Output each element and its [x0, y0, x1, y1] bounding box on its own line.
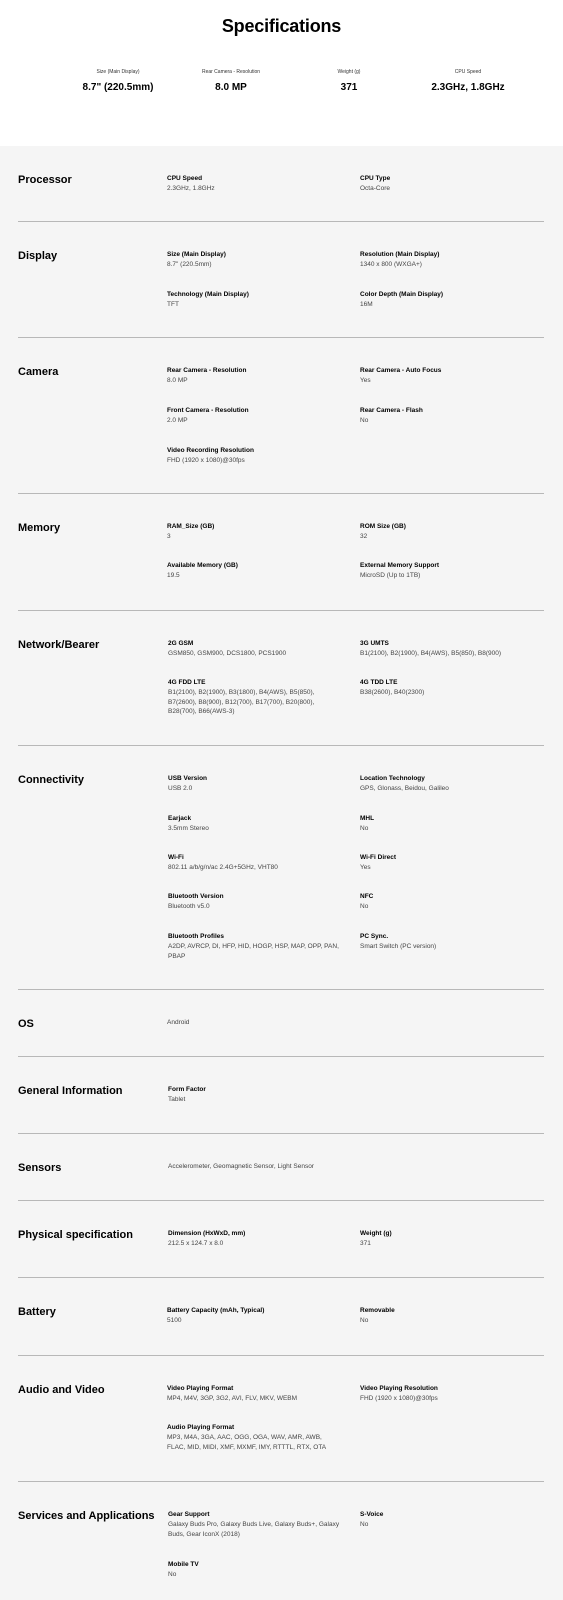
section-os — [18, 990, 544, 1057]
spec-value: No — [168, 1571, 177, 1578]
key-spec-label: Rear Camera - Resolution — [201, 69, 261, 75]
spec-item — [167, 1423, 342, 1452]
key-spec-value: 8.0 MP — [215, 82, 247, 93]
spec-value: B38(2600), B40(2300) — [360, 689, 425, 696]
spec-label: CPU Speed — [167, 175, 203, 182]
spec-label: Dimension (HxWxD, mm) — [168, 1230, 246, 1237]
spec-value: 371 — [360, 1240, 371, 1247]
section-network-bearer — [18, 611, 544, 746]
spec-value: Bluetooth v5.0 — [168, 903, 210, 910]
section-title: Connectivity — [18, 774, 85, 786]
spec-value: Android — [167, 1019, 190, 1026]
spec-label: Available Memory (GB) — [167, 562, 238, 569]
spec-value: 2.3GHz, 1.8GHz — [167, 185, 215, 192]
spec-label: 4G TDD LTE — [360, 679, 398, 686]
spec-value: 212.5 x 124.7 x 8.0 — [168, 1240, 224, 1247]
section-title: Audio and Video — [18, 1384, 105, 1396]
spec-label: Audio Playing Format — [167, 1424, 235, 1431]
spec-item — [168, 814, 343, 834]
spec-value: MicroSD (Up to 1TB) — [360, 572, 421, 579]
section-camera — [18, 338, 544, 494]
spec-item — [360, 1306, 535, 1326]
spec-label: Removable — [360, 1307, 395, 1314]
section-connectivity — [18, 746, 544, 990]
spec-item — [360, 174, 535, 194]
spec-value: 3 — [167, 533, 171, 540]
spec-item — [168, 678, 343, 717]
spec-label: Earjack — [168, 815, 192, 822]
section-title: Network/Bearer — [18, 639, 100, 651]
spec-label: RAM_Size (GB) — [167, 523, 215, 530]
spec-value: No — [360, 1521, 369, 1528]
spec-value: USB 2.0 — [168, 785, 193, 792]
spec-item — [168, 1510, 343, 1539]
spec-label: Wi-Fi — [168, 854, 184, 861]
key-spec-value: 8.7" (220.5mm) — [82, 82, 154, 93]
spec-value: 3.5mm Stereo — [168, 825, 209, 832]
spec-item — [168, 1229, 343, 1249]
spec-item — [360, 814, 535, 834]
spec-value: FHD (1920 x 1080)@30fps — [360, 1395, 438, 1402]
key-spec-value: 371 — [340, 82, 358, 93]
section-services-and-applications — [18, 1482, 544, 1600]
spec-item — [360, 1384, 535, 1404]
spec-item — [360, 561, 535, 581]
spec-label: Size (Main Display) — [167, 251, 226, 258]
key-spec-label: CPU Speed — [454, 69, 482, 75]
spec-item — [168, 853, 343, 873]
specs-header — [0, 0, 563, 146]
spec-value: B1(2100), B2(1900), B4(AWS), B5(850), B8(900) — [360, 650, 502, 657]
section-physical-specification — [18, 1201, 544, 1278]
spec-item — [360, 932, 535, 952]
spec-item — [167, 1306, 342, 1326]
spec-item — [168, 774, 343, 794]
spec-value: TFT — [167, 301, 179, 308]
spec-value: 19.5 — [167, 572, 180, 579]
spec-item — [167, 446, 342, 466]
key-spec-weight — [289, 68, 409, 93]
spec-item — [360, 1510, 535, 1530]
spec-label: NFC — [360, 893, 374, 900]
spec-value: MP4, M4V, 3GP, 3G2, AVI, FLV, MKV, WEBM — [167, 1395, 298, 1402]
section-title: Battery — [18, 1306, 56, 1318]
spec-value: Accelerometer, Geomagnetic Sensor, Light Sensor — [168, 1163, 314, 1170]
spec-item — [168, 1560, 343, 1580]
spec-label: Wi-Fi Direct — [360, 854, 397, 861]
spec-label: Technology (Main Display) — [167, 291, 249, 298]
spec-item — [360, 678, 535, 698]
spec-item — [167, 1384, 342, 1404]
spec-value: No — [360, 417, 369, 424]
section-title: General Information — [18, 1085, 123, 1097]
spec-label: Weight (g) — [360, 1230, 392, 1237]
spec-label: USB Version — [168, 775, 208, 782]
section-sensors — [18, 1134, 544, 1201]
spec-item — [360, 290, 535, 310]
section-title: Services and Applications — [18, 1510, 155, 1522]
key-spec-display-size — [58, 68, 178, 93]
spec-value: No — [360, 825, 369, 832]
spec-item — [167, 522, 342, 542]
spec-value: A2DP, AVRCP, DI, HFP, HID, HOGP, HSP, MAP, OPP, PAN, PBAP — [168, 943, 339, 960]
spec-item — [360, 1229, 535, 1249]
spec-value: No — [360, 1317, 369, 1324]
spec-label: 2G GSM — [168, 640, 194, 647]
key-spec-value: 2.3GHz, 1.8GHz — [431, 82, 505, 93]
spec-label: Video Playing Format — [167, 1385, 234, 1392]
spec-label: Location Technology — [360, 775, 425, 782]
section-title: Sensors — [18, 1162, 62, 1174]
section-title: Memory — [18, 522, 61, 534]
spec-value: 5100 — [167, 1317, 182, 1324]
section-display — [18, 222, 544, 338]
spec-value: Yes — [360, 864, 371, 871]
spec-value: Tablet — [168, 1096, 186, 1103]
section-title: Physical specification — [18, 1229, 133, 1241]
spec-value: 8.7" (220.5mm) — [167, 261, 212, 268]
spec-value: FHD (1920 x 1080)@30fps — [167, 457, 245, 464]
spec-value: No — [360, 903, 369, 910]
spec-item — [360, 639, 535, 659]
key-spec-label: Size (Main Display) — [96, 69, 140, 75]
spec-label: Battery Capacity (mAh, Typical) — [167, 1307, 265, 1314]
spec-label: PC Sync. — [360, 933, 389, 940]
spec-value: 32 — [360, 533, 368, 540]
key-spec-label: Weight (g) — [337, 69, 361, 75]
spec-label: Rear Camera - Resolution — [167, 367, 247, 374]
section-audio-and-video — [18, 1356, 544, 1482]
section-title: Processor — [18, 174, 72, 186]
spec-value: MP3, M4A, 3GA, AAC, OGG, OGA, WAV, AMR, AWB, FLAC, MID, MIDI, XMF, MXMF, IMY, RTTTL, RTX, OTA — [167, 1434, 327, 1451]
spec-label: Rear Camera - Auto Focus — [360, 367, 442, 374]
spec-value: Yes — [360, 377, 371, 384]
spec-label: CPU Type — [360, 175, 391, 182]
spec-item — [360, 774, 535, 794]
spec-item — [168, 639, 343, 659]
page-title: Specifications — [221, 16, 342, 36]
section-title: OS — [18, 1018, 34, 1030]
spec-item — [360, 892, 535, 912]
spec-value: 802.11 a/b/g/n/ac 2.4G+5GHz, VHT80 — [168, 864, 278, 871]
spec-item — [360, 406, 535, 426]
spec-item — [360, 522, 535, 542]
spec-label: Bluetooth Profiles — [168, 933, 224, 940]
spec-value: Smart Switch (PC version) — [360, 943, 437, 950]
spec-value: 2.0 MP — [167, 417, 188, 424]
spec-value: GSM850, GSM900, DCS1800, PCS1900 — [168, 650, 287, 657]
spec-value: B1(2100), B2(1900), B3(1800), B4(AWS), B5(850), B7(2600), B8(900), B12(700), B17(700), B20(800), B28(700), B66(AWS-3) — [168, 689, 315, 715]
section-general-information — [18, 1057, 544, 1134]
spec-label: S-Voice — [360, 1511, 384, 1518]
spec-label: Resolution (Main Display) — [360, 251, 440, 258]
spec-item — [167, 250, 342, 270]
section-memory — [18, 494, 544, 611]
key-spec-rear-camera — [171, 68, 291, 93]
key-specs — [63, 68, 523, 98]
spec-item — [360, 250, 535, 270]
spec-label: 4G FDD LTE — [168, 679, 206, 686]
spec-item — [167, 561, 342, 581]
spec-value: GPS, Glonass, Beidou, Galileo — [360, 785, 449, 792]
spec-value: Octa-Core — [360, 185, 390, 192]
spec-label: Front Camera - Resolution — [167, 407, 249, 414]
section-processor — [18, 146, 544, 222]
spec-item — [167, 290, 342, 310]
spec-item — [168, 892, 343, 912]
spec-label: ROM Size (GB) — [360, 523, 406, 530]
spec-table — [0, 146, 563, 1600]
section-title: Camera — [18, 366, 59, 378]
spec-item — [360, 853, 535, 873]
spec-item — [360, 366, 535, 386]
spec-label: Color Depth (Main Display) — [360, 291, 444, 298]
section-title: Display — [18, 250, 58, 262]
spec-label: Video Playing Resolution — [360, 1385, 438, 1392]
spec-label: Rear Camera - Flash — [360, 407, 423, 414]
spec-item — [167, 366, 342, 386]
spec-value: 1340 x 800 (WXGA+) — [360, 261, 422, 268]
spec-label: External Memory Support — [360, 562, 440, 569]
spec-item — [167, 406, 342, 426]
spec-value: Galaxy Buds Pro, Galaxy Buds Live, Galaxy Buds+, Galaxy Buds, Gear IconX (2018) — [168, 1521, 340, 1538]
spec-value: 16M — [360, 301, 373, 308]
spec-item — [168, 1085, 343, 1105]
spec-label: Bluetooth Version — [168, 893, 224, 900]
spec-item — [167, 174, 342, 194]
spec-value: 8.0 MP — [167, 377, 188, 384]
spec-label: Gear Support — [168, 1511, 210, 1518]
spec-item — [168, 932, 343, 961]
spec-label: Form Factor — [168, 1086, 206, 1093]
spec-label: Mobile TV — [168, 1561, 199, 1568]
section-battery — [18, 1278, 544, 1356]
spec-label: Video Recording Resolution — [167, 447, 254, 454]
key-spec-cpu-speed — [408, 68, 528, 93]
spec-label: MHL — [360, 815, 375, 822]
spec-label: 3G UMTS — [360, 640, 389, 647]
